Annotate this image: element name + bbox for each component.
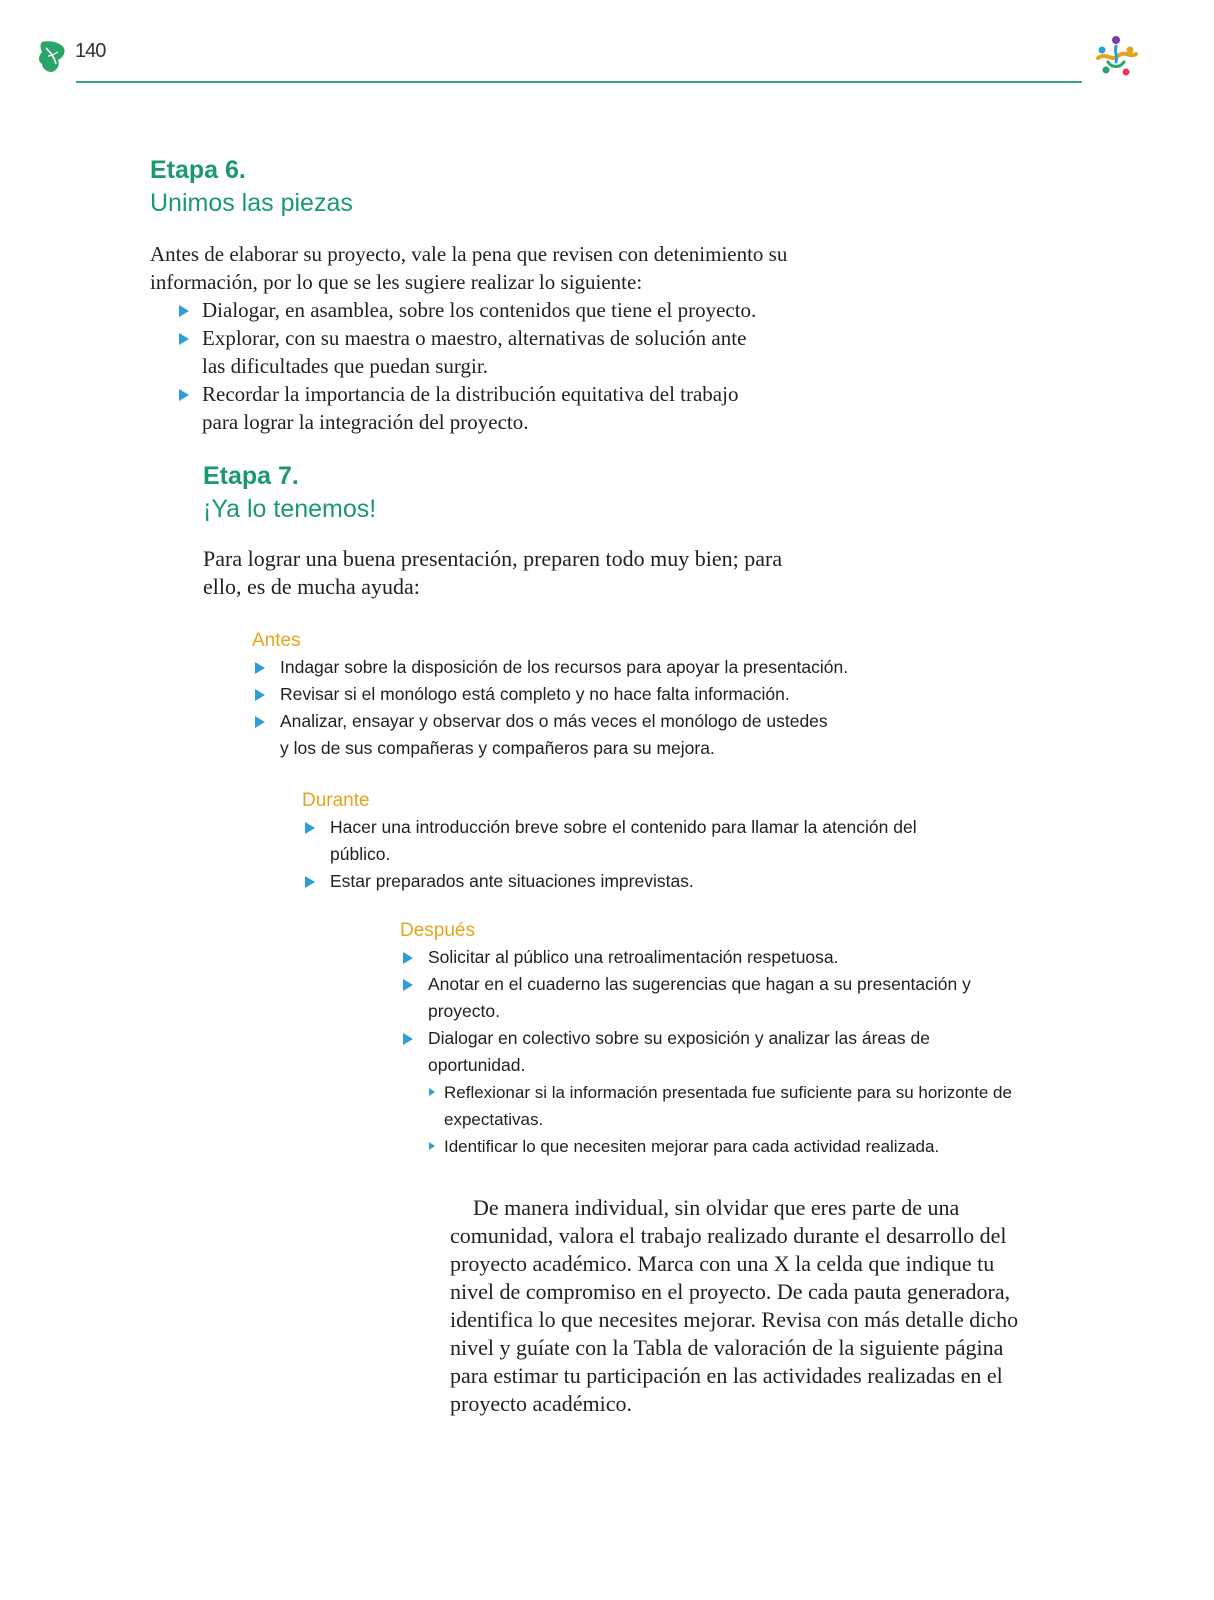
- bullet-arrow-icon: [429, 1088, 435, 1096]
- header-rule: [76, 81, 1082, 83]
- antes-label: Antes: [252, 630, 301, 651]
- durante-section: [302, 788, 922, 895]
- antes-section: [252, 628, 872, 762]
- bullet-arrow-icon: [403, 1033, 413, 1045]
- bullet-arrow-icon: [179, 305, 189, 317]
- bullet-arrow-icon: [403, 979, 413, 991]
- stage7-title: Etapa 7.: [203, 462, 299, 490]
- bullet-arrow-icon: [255, 662, 265, 674]
- durante-list: [302, 814, 922, 895]
- list-item: Recordar la importancia de la distribución equitativa del trabajo para lograr la integración del proyecto.: [176, 380, 772, 436]
- bullet-arrow-icon: [255, 689, 265, 701]
- stage6-list: [176, 296, 830, 436]
- bullet-arrow-icon: [179, 333, 189, 345]
- bullet-arrow-icon: [403, 952, 413, 964]
- despues-section: [400, 918, 1020, 1160]
- colorful-figures-logo-icon: [1090, 32, 1142, 84]
- stage6-title: Etapa 6.: [150, 156, 246, 184]
- list-item: Revisar si el monólogo está completo y no hace falta información.: [252, 681, 872, 708]
- antes-list: [252, 654, 872, 762]
- leaf-icon: [36, 38, 68, 74]
- list-item: Dialogar, en asamblea, sobre los contenidos que tiene el proyecto.: [176, 296, 830, 324]
- stage7-subtitle: ¡Ya lo tenemos!: [203, 495, 377, 523]
- despues-sublist: [428, 1079, 1020, 1160]
- stage7-heading: [203, 460, 376, 526]
- despues-list: [400, 944, 1020, 1079]
- page-number: 140: [75, 40, 106, 62]
- bullet-arrow-icon: [429, 1142, 435, 1150]
- stage6-body: [150, 240, 830, 436]
- despues-label: Después: [400, 920, 475, 941]
- list-item: Dialogar en colectivo sobre su exposición y analizar las áreas de oportunidad.: [400, 1025, 958, 1079]
- bullet-arrow-icon: [305, 822, 315, 834]
- stage6-subtitle: Unimos las piezas: [150, 189, 353, 217]
- list-item: Identificar lo que necesiten mejorar para cada actividad realizada.: [428, 1133, 1020, 1160]
- closing-text: De manera individual, sin olvidar que eres parte de una comunidad, valora el trabajo realizado durante el desarrollo del proyecto académico. Marca con una X la celda que indique tu nivel de compromiso en el proyecto. De cada pauta generadora, identifica lo que necesites mejorar. Revisa con más detalle dicho nivel y guíate con la Tabla de valoración de la siguiente página para estimar tu participación en las actividades realizadas en el proyecto académico.: [450, 1195, 1019, 1416]
- list-item: Indagar sobre la disposición de los recursos para apoyar la presentación.: [252, 654, 872, 681]
- list-item: Explorar, con su maestra o maestro, alternativas de solución ante las dificultades que puedan surgir.: [176, 324, 762, 380]
- list-item: Hacer una introducción breve sobre el contenido para llamar la atención del público.: [302, 814, 930, 868]
- stage7-intro: Para lograr una buena presentación, preparen todo muy bien; para ello, es de mucha ayuda:: [203, 546, 783, 599]
- list-item: Solicitar al público una retroalimentación respetuosa.: [400, 944, 1020, 971]
- durante-label: Durante: [302, 790, 370, 811]
- bullet-arrow-icon: [179, 389, 189, 401]
- list-item: Estar preparados ante situaciones imprevistas.: [302, 868, 922, 895]
- stage6-heading: [150, 154, 353, 220]
- stage6-intro: Antes de elaborar su proyecto, vale la pena que revisen con detenimiento su información, por lo que se les sugiere realizar lo siguiente:: [150, 242, 788, 294]
- list-item: Reflexionar si la información presentada fue suficiente para su horizonte de expectativas.: [428, 1079, 1014, 1133]
- list-item: Anotar en el cuaderno las sugerencias que hagan a su presentación y proyecto.: [400, 971, 988, 1025]
- bullet-arrow-icon: [305, 876, 315, 888]
- list-item: Analizar, ensayar y observar dos o más veces el monólogo de ustedes y los de sus compañeras y compañeros para su mejora.: [252, 708, 840, 762]
- closing-paragraph: [450, 1194, 1030, 1418]
- bullet-arrow-icon: [255, 716, 265, 728]
